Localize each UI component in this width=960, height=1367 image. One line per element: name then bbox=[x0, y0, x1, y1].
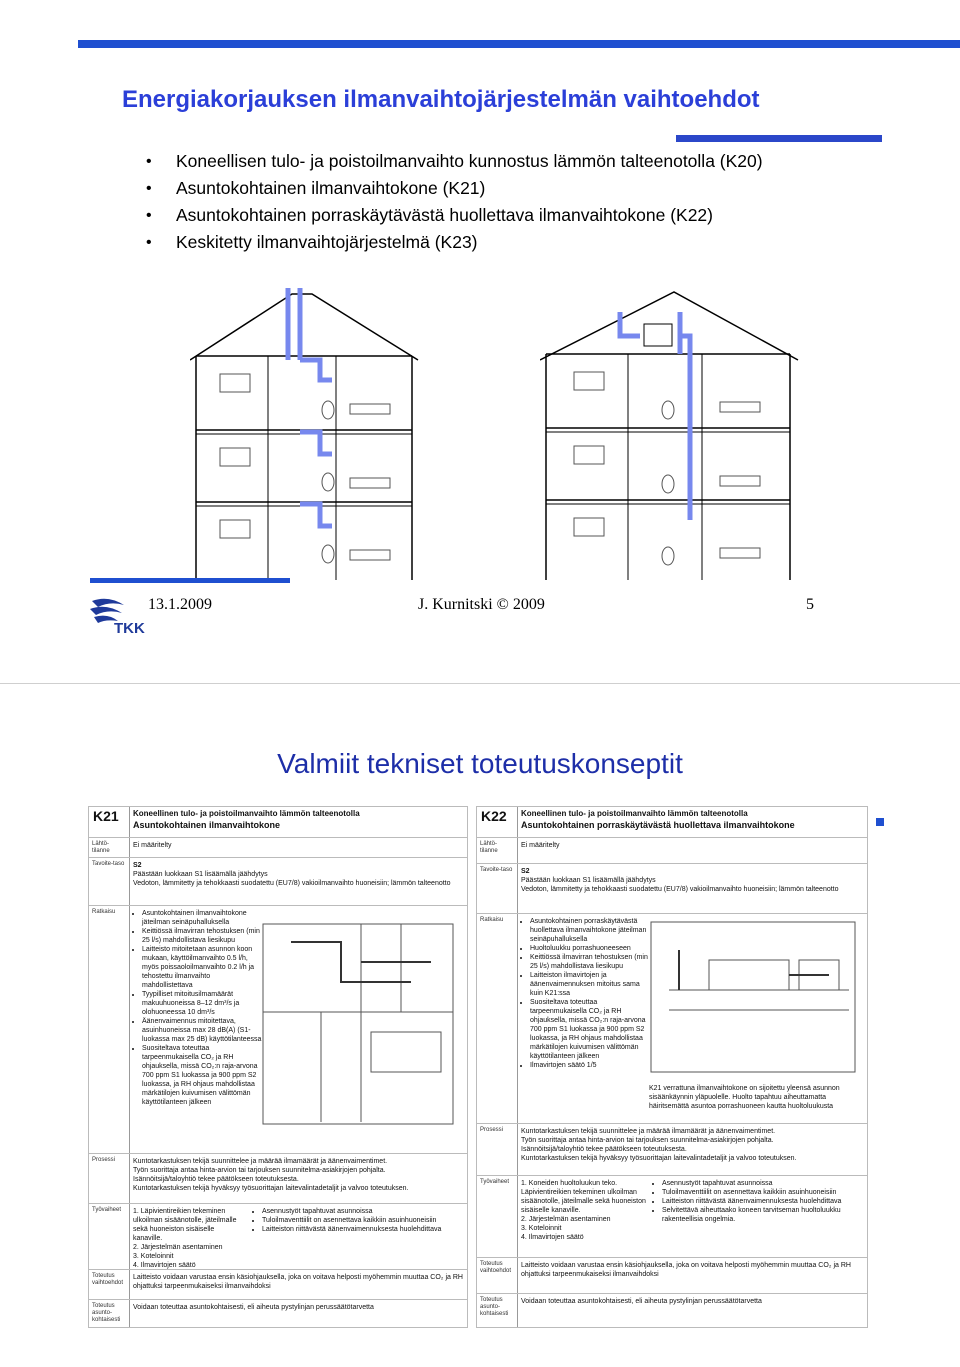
bottom-accent-bar bbox=[90, 578, 290, 583]
process-line: Kuntotarkastuksen tekijä suunnittelee ja määrää ilmamäärät ja äänenvaimentimet. bbox=[521, 1128, 776, 1135]
process-line: Kuntotarkastuksen tekijä hyväksyy työsuorittajan laitevalintadetaljit ja valvoo toteutuksen. bbox=[133, 1185, 409, 1192]
concept-card-k21 bbox=[88, 806, 468, 1328]
row-label: Prosessi bbox=[480, 1127, 504, 1133]
list-item: • Suositeltava toteuttaa tarpeenmukaisella CO₂ ja RH ohjauksella, missä CO₂:n raja-arvona 700 ppm S1 luokassa ja 900 ppm S2 luokassa, ja RH ohjaus mahdollistaa märkätilojen kuivumisen välittömän käyttötilanteen jälkeen bbox=[530, 998, 650, 1061]
row-label: Ratkaisu bbox=[480, 917, 504, 923]
step: 4. Ilmavirtojen säätö bbox=[133, 1262, 196, 1269]
top-accent-bar bbox=[78, 40, 960, 48]
row-label: Lähtö-tilanne bbox=[92, 841, 110, 854]
list-item: • Äänenvaimennus mitoitettava, asuinhuoneissa max 28 dB(A) (S1-luokassa max 25 dB) käyttötilanteessa bbox=[142, 1017, 262, 1044]
row-text: Voidaan toteuttaa asuntokohtaisesti, eli aiheuta pystylinjan perussäätötarvetta bbox=[521, 1298, 762, 1305]
process-line: Kuntotarkastuksen tekijä suunnittelee ja määrää ilmamäärät ja äänenvaimentimet. bbox=[133, 1158, 388, 1165]
process-line: Työn suorittaja antaa hinta-arvion tai tarjouksen suunnitelma-asiakirjojen pohjalta. bbox=[133, 1167, 386, 1174]
row-text: Ei määritelty bbox=[133, 842, 172, 849]
step: 4. Ilmavirtojen säätö bbox=[521, 1234, 584, 1241]
row-label: Ratkaisu bbox=[92, 909, 116, 915]
row-label: Tavoite-taso bbox=[480, 867, 513, 873]
list-item: • Laitteiston ilmavirtojen ja äänenvaimennuksen mitoitus sama kuin K21:ssa bbox=[530, 971, 650, 998]
building-diagram-right bbox=[540, 290, 800, 580]
list-item: • Laitteisto mitoitetaan asunnon koon mukaan, käyttöilmanvaihto 0.5 l/h, myös poissaoloilmanvaihto 0.2 l/h ja tehostettu ilmanvaihto mahdollistettava bbox=[142, 945, 262, 990]
list-item: • Ilmavirtojen säätö 1/5 bbox=[530, 1061, 650, 1070]
footer-author: J. Kurnitski © 2009 bbox=[418, 596, 545, 613]
list-item: • Huoltoluukku porrashuoneeseen bbox=[530, 944, 650, 953]
bullet-item: • Keskitetty ilmanvaihtojärjestelmä (K23) bbox=[146, 229, 866, 256]
page-divider bbox=[0, 683, 960, 684]
slide-title: Energiakorjauksen ilmanvaihtojärjestelmän vaihtoehdot bbox=[122, 86, 760, 113]
step: 1. Läpivientireikien tekeminen ulkoilman sisäänotolle, jäteilmalle sekä huoneiston sisäiselle kanaville. bbox=[133, 1208, 237, 1242]
row-label: Työvaiheet bbox=[480, 1179, 510, 1185]
tkk-logo-text: TKK bbox=[114, 620, 145, 637]
card-heading: Koneellinen tulo- ja poistoilmanvaihto lämmön talteenotolla bbox=[521, 809, 748, 818]
step: 2. Järjestelmän asentaminen bbox=[133, 1244, 223, 1251]
note-item: • Laitteiston riittävästä äänenvaimennuksesta huolehdittava bbox=[262, 1225, 463, 1234]
list-item: • Keittiössä ilmavirran tehostuksen (min 25 l/s) mahdollistava liesikupu bbox=[142, 927, 262, 945]
note-item: • Tuloilmaventtiilit on asennettava kaikkiin asuinhuoneisiin bbox=[262, 1216, 463, 1225]
footer-date: 13.1.2009 bbox=[148, 596, 212, 613]
card-subheading: Asuntokohtainen porraskäytävästä huollettava ilmanvaihtokone bbox=[521, 820, 795, 830]
slide-1 bbox=[0, 0, 960, 680]
card-subheading: Asuntokohtainen ilmanvaihtokone bbox=[133, 820, 281, 830]
row-text: Ei määritelty bbox=[521, 842, 560, 849]
solution-list bbox=[521, 917, 650, 1070]
process-line: Kuntotarkastuksen tekijä hyväksyy työsuorittajan laitevalintadetaljit ja valvoo toteutuksen. bbox=[521, 1155, 797, 1162]
step: 3. Koteloinnit bbox=[133, 1253, 174, 1260]
bullet-item: • Asuntokohtainen porraskäytävästä huollettava ilmanvaihtokone (K22) bbox=[146, 202, 866, 229]
card-code: K22 bbox=[481, 808, 507, 824]
concept-card-k22 bbox=[476, 806, 868, 1328]
bullet-list bbox=[146, 148, 866, 256]
list-item: • Keittiössä ilmavirran tehostuksen (min 25 l/s) mahdollistava liesikupu bbox=[530, 953, 650, 971]
card-heading: Koneellinen tulo- ja poistoilmanvaihto lämmön talteenotolla bbox=[133, 809, 360, 818]
row-text: Laitteisto voidaan varustaa ensin käsiohjauksella, joka on voitava helposti myöhemmin muuttaa CO₂ ja RH ohjattuksi tarpeenmukaiseksi ilmanvaihdoksi bbox=[521, 1262, 851, 1278]
floor-plan-drawing bbox=[261, 922, 457, 1132]
row-text: Laitteisto voidaan varustaa ensin käsiohjauksella, joka on voitava helposti myöhemmin muuttaa CO₂ ja RH ohjattuksi tarpeenmukaiseksi ilmanvaihdoksi bbox=[133, 1274, 463, 1290]
accent-square bbox=[876, 818, 884, 826]
row-label: Toteutus asunto-kohtaisesti bbox=[480, 1297, 509, 1317]
row-label: Toteutus asunto-kohtaisesti bbox=[92, 1303, 121, 1323]
list-item: • Asuntokohtainen porraskäytävästä huollettava ilmanvaihtokone jäteilman seinäpuhalluksella bbox=[530, 917, 650, 944]
list-item: • Suositeltava toteuttaa tarpeenmukaisella CO₂ ja RH ohjauksella, missä CO₂:n raja-arvona 700 ppm S1 luokassa ja 900 ppm S2 luokassa, ja RH ohjaus mahdollistaa märkätilojen kuivumisen välittömän käyttötilanteen jälkeen bbox=[142, 1044, 262, 1107]
section-drawing bbox=[649, 920, 859, 1080]
row-text: Päästään luokkaan S1 lisäämällä jäähdytys bbox=[133, 871, 268, 878]
bullet-item: • Koneellisen tulo- ja poistoilmanvaihto kunnostus lämmön talteenotolla (K20) bbox=[146, 148, 816, 175]
bullet-item: • Asuntokohtainen ilmanvaihtokone (K21) bbox=[146, 175, 866, 202]
row-label: Toteutus vaihtoehdot bbox=[480, 1261, 512, 1274]
solution-list bbox=[133, 909, 262, 1107]
footer-page-number: 5 bbox=[806, 596, 814, 613]
building-diagram-left bbox=[190, 284, 430, 580]
row-text: Päästään luokkaan S1 lisäämällä jäähdytys bbox=[521, 877, 656, 884]
list-item: • Tyypilliset mitoitusilmamäärät makuuhuoneissa 8–12 dm³/s ja olohuoneessa 10 dm³/s bbox=[142, 990, 262, 1017]
card-code: K21 bbox=[93, 808, 119, 824]
step: Läpivientireikien tekeminen ulkoilman sisäänotolle, jäteilmalle sekä huoneiston sisäiselle kanaville. bbox=[521, 1189, 646, 1214]
row-label: Tavoite-taso bbox=[92, 861, 125, 867]
row-label: Prosessi bbox=[92, 1157, 116, 1163]
row-text: Vedoton, lämmitetty ja tehokkaasti suodatettu (EU7/8) vakioilmanvaihto huoneisiin; lämmön talteenotto bbox=[521, 886, 839, 893]
target-level: S2 bbox=[521, 868, 530, 875]
note-item: • Selvitettävä aiheuttaako koneen tarvitseman huoltoluukku rakenteellisia ongelmia. bbox=[662, 1206, 863, 1224]
row-text: Vedoton, lämmitetty ja tehokkaasti suodatettu (EU7/8) vakioilmanvaihto huoneisiin; lämmön talteenotto bbox=[133, 880, 451, 887]
row-label: Työvaiheet bbox=[92, 1207, 122, 1213]
row-label: Lähtö-tilanne bbox=[480, 841, 498, 854]
note-item: • Tuloilmaventtiilit on asennettava kaikkiin asuinhuoneisiin bbox=[662, 1188, 863, 1197]
step: 2. Järjestelmän asentaminen bbox=[521, 1216, 611, 1223]
row-label: Toteutus vaihtoehdot bbox=[92, 1273, 124, 1286]
slide-2-title: Valmiit tekniset toteutuskonseptit bbox=[277, 748, 683, 779]
process-line: Työn suorittaja antaa hinta-arvion tai tarjouksen suunnitelma-asiakirjojen pohjalta. bbox=[521, 1137, 774, 1144]
process-line: Isännöitsijä/taloyhtiö tekee päätökseen toteutuksesta. bbox=[521, 1146, 687, 1153]
process-line: Isännöitsijä/taloyhtiö tekee päätökseen toteutuksesta. bbox=[133, 1176, 299, 1183]
step: 1. Koneiden huoltoluukun teko. bbox=[521, 1180, 618, 1187]
solution-note: K21 verrattuna ilmanvaihtokone on sijoitettu yleensä asunnon sisäänkäynnin yläpuolelle. Huolto tapahtuu aiheuttamatta häiritsemättä asuntoa porrashuoneen kautta huoltoluukusta bbox=[649, 1085, 840, 1110]
note-item: • Laitteiston riittävästä äänenvaimennuksesta huolehdittava bbox=[662, 1197, 863, 1206]
list-item: • Asuntokohtainen ilmanvaihtokone jäteilman seinäpuhalluksella bbox=[142, 909, 262, 927]
step: 3. Koteloinnit bbox=[521, 1225, 562, 1232]
row-text: Voidaan toteuttaa asuntokohtaisesti, eli aiheuta pystylinjan perussäätötarvetta bbox=[133, 1304, 374, 1311]
title-rule bbox=[676, 135, 882, 142]
note-item: • Asennustyöt tapahtuvat asunnoissa bbox=[662, 1179, 863, 1188]
note-item: • Asennustyöt tapahtuvat asunnoissa bbox=[262, 1207, 463, 1216]
target-level: S2 bbox=[133, 862, 142, 869]
